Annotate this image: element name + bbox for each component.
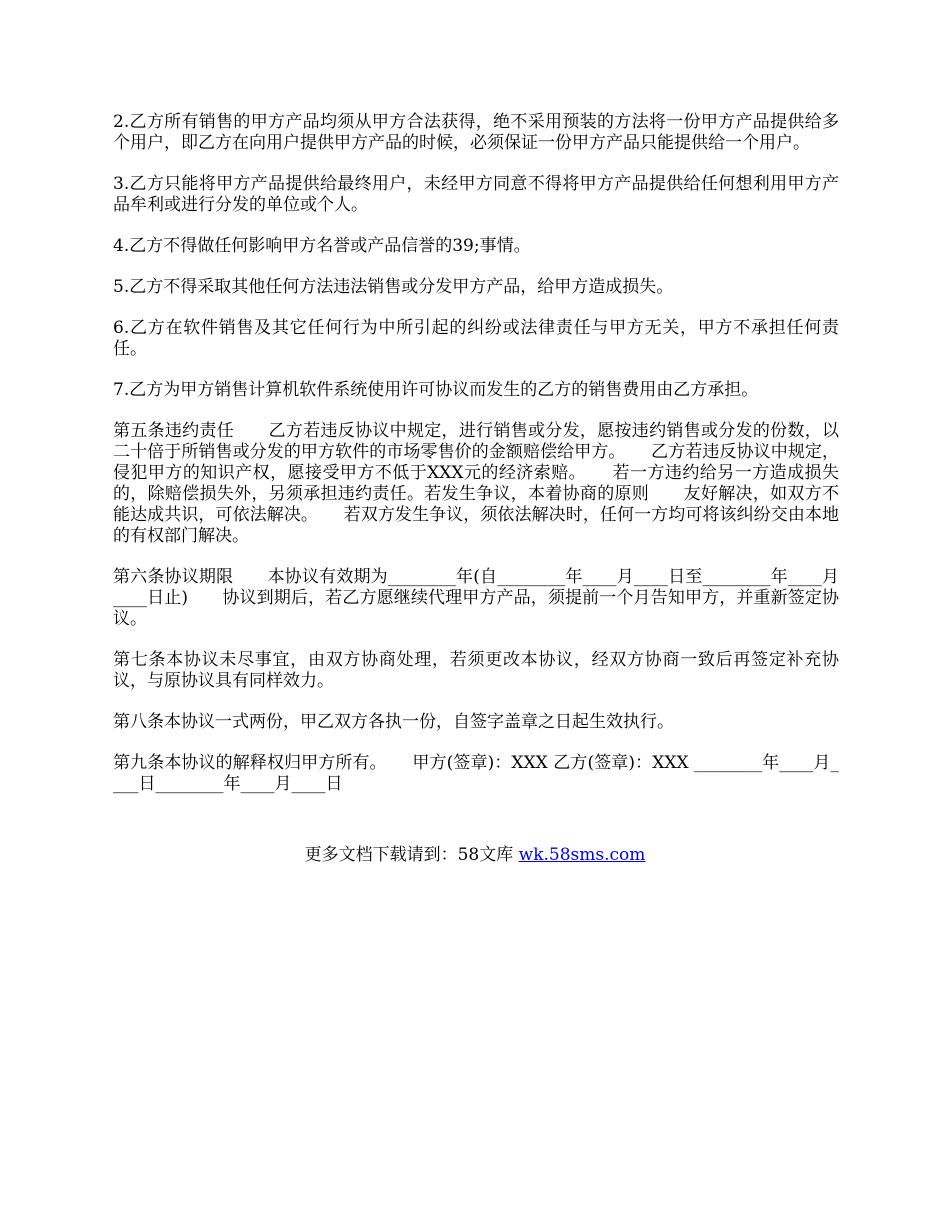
paragraph-clause-5: 5.乙方不得采取其他任何方法违法销售或分发甲方产品，给甲方造成损失。 [113,277,674,297]
paragraph-article-6-term: 第六条协议期限 本协议有效期为________年(自________年____月____日至________年____月____日止) 协议到期后，若乙方愿继续代理甲方产品，须提前一个月告知甲方，并重新签定协议。 [113,567,839,629]
paragraph-article-9-signatures: 第九条本协议的解释权归甲方所有。 甲方(签章)：XXX 乙方(签章)：XXX ________年____月____日________年____月____日 [113,753,839,794]
footer-text: 更多文档下载请到：58文库 [304,845,519,865]
paragraph-clause-6: 6.乙方在软件销售及其它任何行为中所引起的纠纷或法律责任与甲方无关，甲方不承担任何责任。 [113,318,839,359]
paragraph-article-7-supplement: 第七条本协议未尽事宜，由双方协商处理，若须更改本协议，经双方协商一致后再签定补充协议，与原协议具有同样效力。 [113,650,839,691]
paragraph-article-8-copies: 第八条本协议一式两份，甲乙双方各执一份，自签字盖章之日起生效执行。 [113,712,674,732]
paragraph-clause-3: 3.乙方只能将甲方产品提供给最终用户，未经甲方同意不得将甲方产品提供给任何想利用甲方产品牟利或进行分发的单位或个人。 [113,174,839,215]
document-body [113,112,839,795]
download-footer [0,845,950,866]
paragraph-article-5-breach: 第五条违约责任 乙方若违反协议中规定，进行销售或分发，愿按违约销售或分发的份数，以二十倍于所销售或分发的甲方软件的市场零售价的金额赔偿给甲方。 乙方若违反协议中规定，侵犯甲方的知识产权，愿接受甲方不低于XXX元的经济索赔。 若一方违约给另一方造成损失的，除赔偿损失外，另须承担违约责任。若发生争议，本着协商的原则 友好解决，如双方不能达成共识，可依法解决。 若双方发生争议，须依法解决时，任何一方均可将该纠纷交由本地的有权部门解决。 [113,421,839,546]
paragraph-clause-4: 4.乙方不得做任何影响甲方名誉或产品信誉的39;事情。 [113,236,531,256]
paragraph-clause-2: 2.乙方所有销售的甲方产品均须从甲方合法获得，绝不采用预装的方法将一份甲方产品提供给多个用户，即乙方在向用户提供甲方产品的时候，必须保证一份甲方产品只能提供给一个用户。 [113,112,839,153]
footer-download-link[interactable]: wk.58sms.com [518,845,646,865]
paragraph-clause-7: 7.乙方为甲方销售计算机软件系统使用许可协议而发生的乙方的销售费用由乙方承担。 [113,380,759,400]
